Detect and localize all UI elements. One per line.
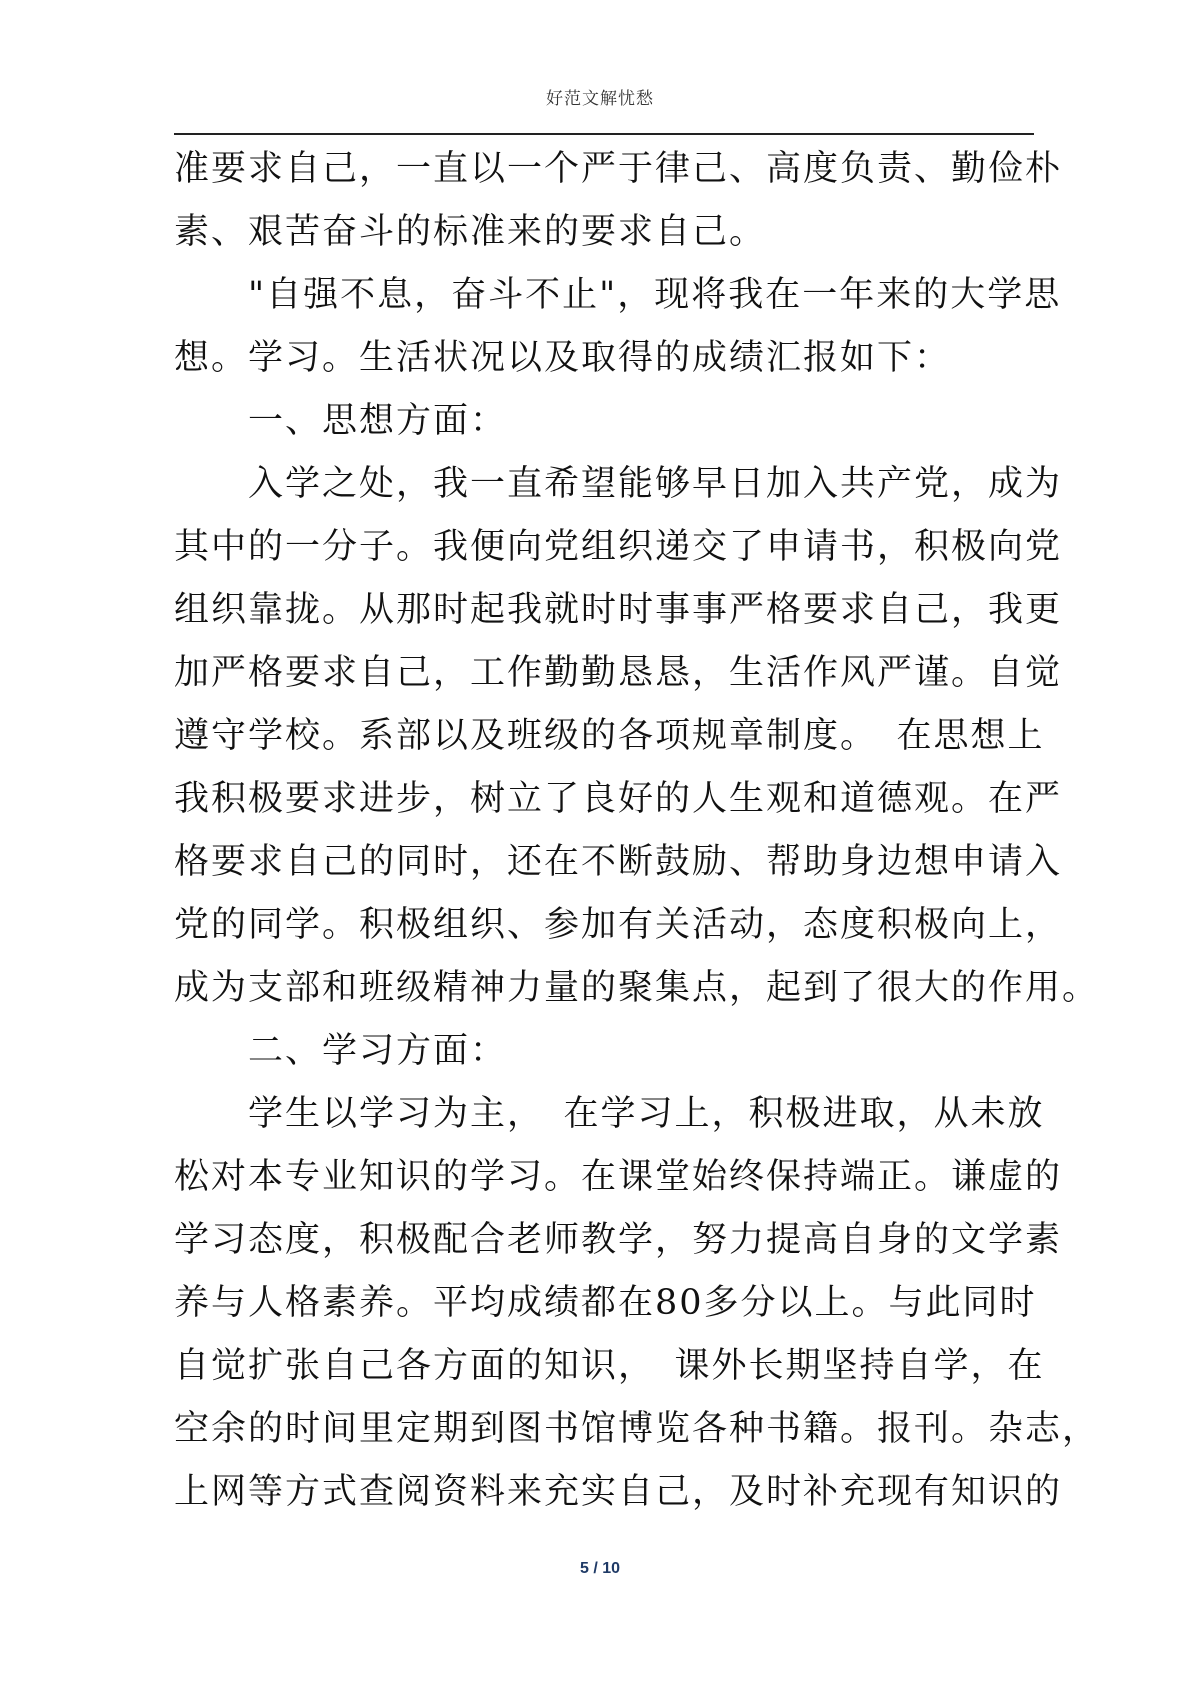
body-line: 入学之处，我一直希望能够早日加入共产党，成为 bbox=[174, 464, 1063, 504]
page-number: 5 / 10 bbox=[579, 1560, 621, 1577]
body-line: 格要求自己的同时，还在不断鼓励、帮助身边想申请入 bbox=[174, 842, 1063, 882]
body-line: 成为支部和班级精神力量的聚集点，起到了很大的作用。 bbox=[174, 968, 1100, 1008]
body-line: 自觉扩张自己各方面的知识， 课外长期坚持自学，在 bbox=[174, 1346, 1045, 1386]
body-line: 上网等方式查阅资料来充实自己，及时补充现有知识的 bbox=[174, 1472, 1063, 1512]
body-line: 想。学习。生活状况以及取得的成绩汇报如下： bbox=[174, 338, 952, 378]
body-line: 准要求自己，一直以一个严于律己、高度负责、勤俭朴 bbox=[174, 149, 1063, 189]
body-line: 素、艰苦奋斗的标准来的要求自己。 bbox=[174, 212, 767, 252]
body-line: 学生以学习为主， 在学习上，积极进取，从未放 bbox=[174, 1094, 1045, 1134]
body-line: 党的同学。积极组织、参加有关活动，态度积极向上， bbox=[174, 905, 1063, 945]
header-divider bbox=[174, 133, 1034, 135]
body-line: 空余的时间里定期到图书馆博览各种书籍。报刊。杂志， bbox=[174, 1409, 1100, 1449]
section-heading-study: 二、学习方面： bbox=[174, 1031, 508, 1071]
body-line: 组织靠拢。从那时起我就时时事事严格要求自己，我更 bbox=[174, 590, 1063, 630]
section-heading-thought: 一、思想方面： bbox=[174, 401, 508, 441]
body-line: 养与人格素养。平均成绩都在80多分以上。与此同时 bbox=[174, 1283, 1037, 1323]
page-header: 好范文解忧愁 bbox=[546, 89, 654, 109]
body-line: 加严格要求自己，工作勤勤恳恳，生活作风严谨。自觉 bbox=[174, 653, 1063, 693]
body-line: 其中的一分子。我便向党组织递交了申请书，积极向党 bbox=[174, 527, 1063, 567]
body-line: 遵守学校。系部以及班级的各项规章制度。 在思想上 bbox=[174, 716, 1045, 756]
body-line: "自强不息，奋斗不止"，现将我在一年来的大学思 bbox=[174, 275, 1062, 315]
document-body bbox=[174, 138, 1100, 1524]
body-line: 我积极要求进步，树立了良好的人生观和道德观。在严 bbox=[174, 779, 1063, 819]
body-paragraph-block bbox=[174, 138, 1100, 1524]
body-line: 松对本专业知识的学习。在课堂始终保持端正。谦虚的 bbox=[174, 1157, 1063, 1197]
body-line: 学习态度，积极配合老师教学，努力提高自身的文学素 bbox=[174, 1220, 1063, 1260]
